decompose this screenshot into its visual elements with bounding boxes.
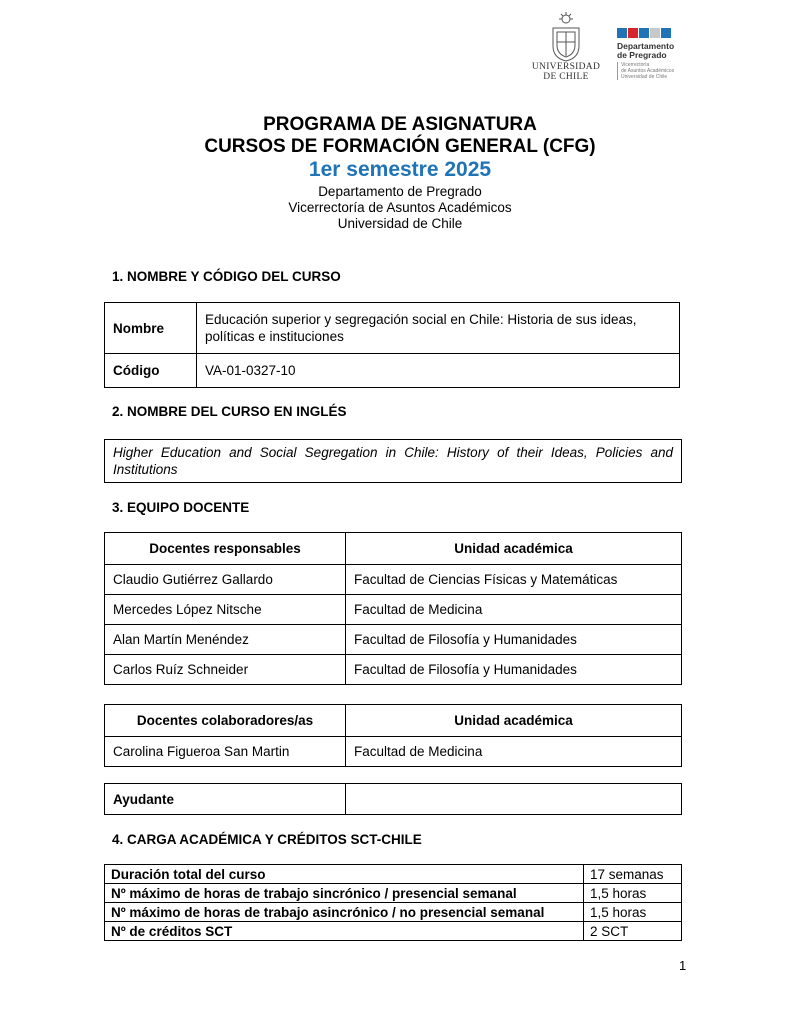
subtitle-vicerrectoria: Vicerrectoría de Asuntos Académicos	[288, 200, 512, 215]
table-row	[105, 884, 682, 903]
carga-value: 17 semanas	[584, 865, 682, 884]
nombre-value: Educación superior y segregación social en Chile: Historia de sus ideas, políticas e instituciones	[197, 303, 680, 354]
carga-academica-table	[104, 864, 682, 941]
unidad-academica: Facultad de Filosofía y Humanidades	[346, 625, 682, 655]
page-number: 1	[679, 958, 687, 973]
table-header: Docentes colaboradores/as	[105, 705, 346, 737]
table-header: Unidad académica	[346, 705, 682, 737]
table-header: Unidad académica	[346, 533, 682, 565]
carga-value: 2 SCT	[584, 922, 682, 941]
course-name-table	[104, 302, 680, 388]
carga-label: Duración total del curso	[105, 865, 584, 884]
dept-sub-line1: Vicerrectoría	[621, 62, 650, 68]
table-row	[105, 625, 682, 655]
english-course-name: Higher Education and Social Segregation in Chile: History of their Ideas, Policies and Institutions	[104, 439, 682, 483]
title-line1: PROGRAMA DE ASIGNATURA	[263, 114, 537, 135]
table-row	[105, 565, 682, 595]
title-line2: CURSOS DE FORMACIÓN GENERAL (CFG)	[204, 136, 596, 157]
carga-label: Nº máximo de horas de trabajo sincrónico / presencial semanal	[105, 884, 584, 903]
university-name-line2: DE CHILE	[543, 72, 589, 82]
unidad-academica: Facultad de Ciencias Físicas y Matemáticas	[346, 565, 682, 595]
document-header	[0, 114, 800, 232]
section-2-title: 2. NOMBRE DEL CURSO EN INGLÉS	[112, 404, 347, 419]
dept-subtitle	[617, 62, 697, 80]
unidad-academica: Facultad de Filosofía y Humanidades	[346, 655, 682, 685]
carga-label: Nº de créditos SCT	[105, 922, 584, 941]
codigo-value: VA-01-0327-10	[197, 354, 680, 388]
docentes-colaboradores-table	[104, 704, 682, 767]
subtitle-dept: Departamento de Pregrado	[318, 184, 482, 199]
subtitle-university: Universidad de Chile	[337, 216, 463, 231]
dept-title-line2: de Pregrado	[617, 50, 667, 60]
ayudante-label: Ayudante	[105, 784, 346, 815]
table-row	[105, 865, 682, 884]
carga-value: 1,5 horas	[584, 884, 682, 903]
docente-name: Carolina Figueroa San Martin	[105, 737, 346, 767]
docente-name: Mercedes López Nitsche	[105, 595, 346, 625]
dept-sub-line2: de Asuntos Académicos	[621, 68, 675, 74]
ayudante-table	[104, 783, 682, 815]
logo-squares-icon	[617, 28, 697, 38]
university-name-line1: UNIVERSIDAD	[531, 62, 601, 72]
carga-value: 1,5 horas	[584, 903, 682, 922]
docente-name: Claudio Gutiérrez Gallardo	[105, 565, 346, 595]
nombre-label: Nombre	[105, 303, 197, 354]
section-4-title: 4. CARGA ACADÉMICA Y CRÉDITOS SCT-CHILE	[112, 832, 422, 847]
table-row	[105, 922, 682, 941]
table-header: Docentes responsables	[105, 533, 346, 565]
codigo-label: Código	[105, 354, 197, 388]
section-3-title: 3. EQUIPO DOCENTE	[112, 500, 250, 515]
section-1-title: 1. NOMBRE Y CÓDIGO DEL CURSO	[112, 269, 341, 284]
table-row	[105, 655, 682, 685]
docente-name: Alan Martín Menéndez	[105, 625, 346, 655]
docentes-responsables-table	[104, 532, 682, 685]
dept-title-line1: Departamento	[617, 41, 675, 51]
universidad-de-chile-logo	[520, 12, 612, 88]
unidad-academica: Facultad de Medicina	[346, 737, 682, 767]
ayudante-value	[346, 784, 682, 815]
table-row	[105, 595, 682, 625]
unidad-academica: Facultad de Medicina	[346, 595, 682, 625]
docente-name: Carlos Ruíz Schneider	[105, 655, 346, 685]
table-row	[105, 903, 682, 922]
semester-title: 1er semestre 2025	[308, 158, 492, 181]
university-crest-icon	[548, 12, 584, 62]
carga-label: Nº máximo de horas de trabajo asincrónico / no presencial semanal	[105, 903, 584, 922]
table-row	[105, 737, 682, 767]
dept-sub-line3: Universidad de Chile	[621, 74, 668, 80]
departamento-pregrado-logo	[617, 28, 697, 88]
